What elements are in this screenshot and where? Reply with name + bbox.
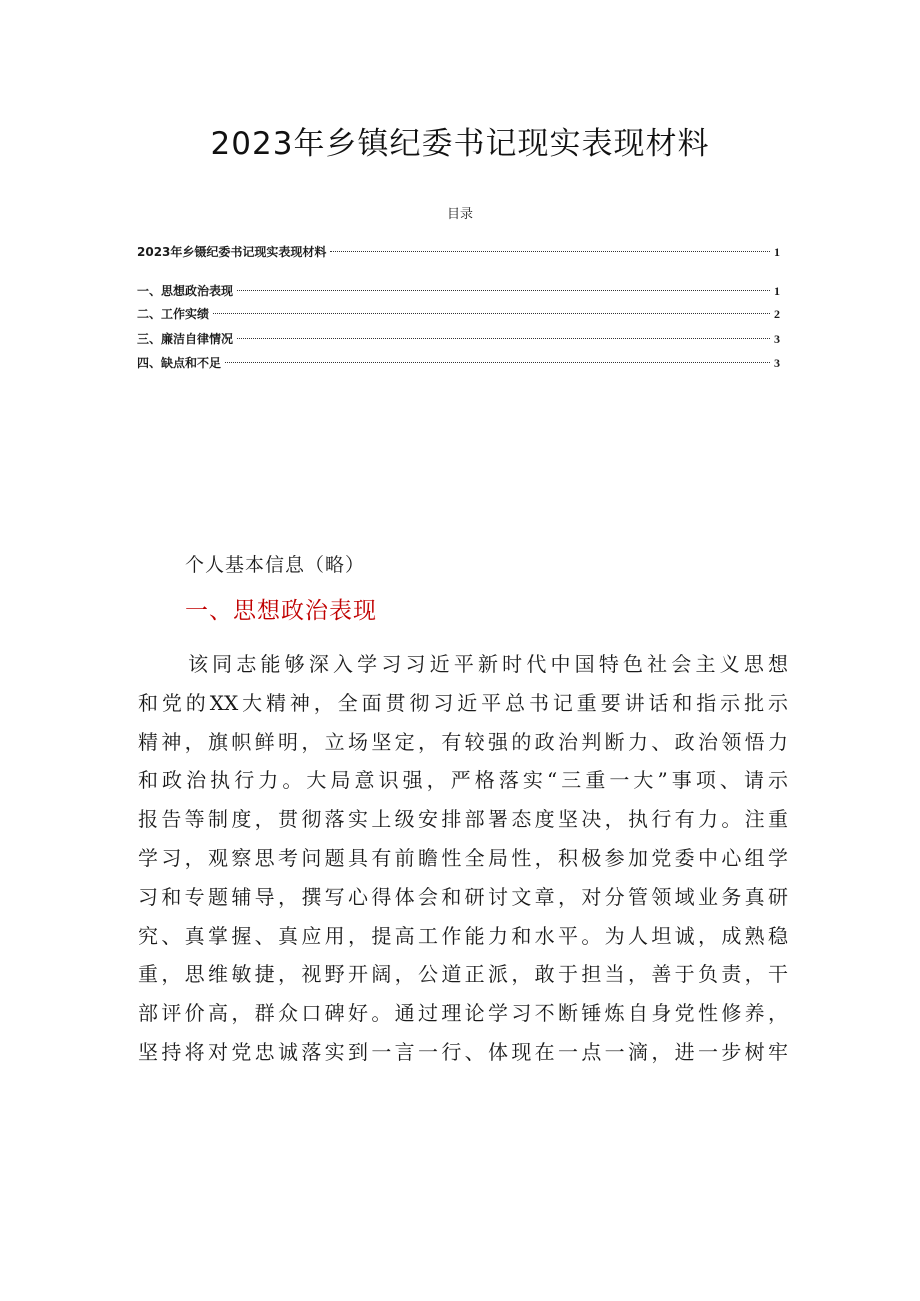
paragraph-line: 该同志能够深入学习习近平新时代中国特色社会主义思想	[188, 652, 788, 676]
toc-dot-leader	[213, 312, 770, 314]
toc-entry[interactable]	[137, 282, 780, 300]
toc-entry-page: 2	[774, 307, 780, 321]
toc-entry-page: 1	[774, 245, 780, 259]
toc-entry-page: 1	[774, 284, 780, 298]
body-paragraph	[138, 645, 788, 1072]
toc-entry-label: 二、工作实绩	[137, 307, 210, 321]
document-title: 2023年乡镇纪委书记现实表现材料	[210, 126, 710, 162]
section-heading-political: 一、思想政治表现	[185, 598, 377, 624]
toc-entry-label: 2023年乡镊纪委书记现实表现材料	[137, 245, 327, 259]
toc-entry[interactable]	[137, 354, 780, 372]
toc-dot-leader	[225, 361, 770, 363]
toc-entry[interactable]	[137, 243, 780, 261]
paragraph-line: 和政治执行力。大局意识强，严格落实“三重一大”事项、请示	[138, 768, 788, 793]
toc-entry-label: 三、廉洁自律情况	[137, 332, 234, 346]
paragraph-line: 精神，旗帜鲜明，立场坚定，有较强的政治判断力、政治领悟力	[138, 729, 788, 754]
toc-dot-leader	[330, 250, 770, 252]
toc-entry[interactable]	[137, 305, 780, 323]
toc-heading: 目录	[446, 207, 473, 222]
toc-entry[interactable]	[137, 330, 780, 348]
toc-entry-page: 3	[774, 332, 780, 346]
paragraph-line: 究、真掌握、真应用，提高工作能力和水平。为人坦诚，成熟稳	[138, 923, 788, 948]
toc-entry-label: 四、缺点和不足	[137, 356, 222, 370]
paragraph-line: 部评价高，群众口碑好。通过理论学习不断锤炼自身党性修养，	[138, 1001, 788, 1026]
toc-entry-label: 一、思想政治表现	[137, 284, 234, 298]
paragraph-line: 习和专题辅导，撰写心得体会和研讨文章，对分管领域业务真研	[138, 884, 788, 909]
paragraph-line: 坚持将对党忠诚落实到一言一行、体现在一点一滴，进一步树牢	[138, 1039, 788, 1064]
paragraph-line: 和党的XX大精神，全面贯彻习近平总书记重要讲话和指示批示	[138, 690, 788, 715]
toc-dot-leader	[237, 289, 770, 291]
toc-dot-leader	[237, 337, 770, 339]
paragraph-line: 学习，观察思考问题具有前瞻性全局性，积极参加党委中心组学	[138, 845, 788, 870]
toc-entry-page: 3	[774, 356, 780, 370]
paragraph-line: 报告等制度，贯彻落实上级安排部署态度坚决，执行有力。注重	[138, 807, 788, 832]
paragraph-line: 重，思维敏捷，视野开阔，公道正派，敢于担当，善于负责，干	[138, 962, 788, 987]
basic-info-note: 个人基本信息（略）	[185, 554, 366, 576]
